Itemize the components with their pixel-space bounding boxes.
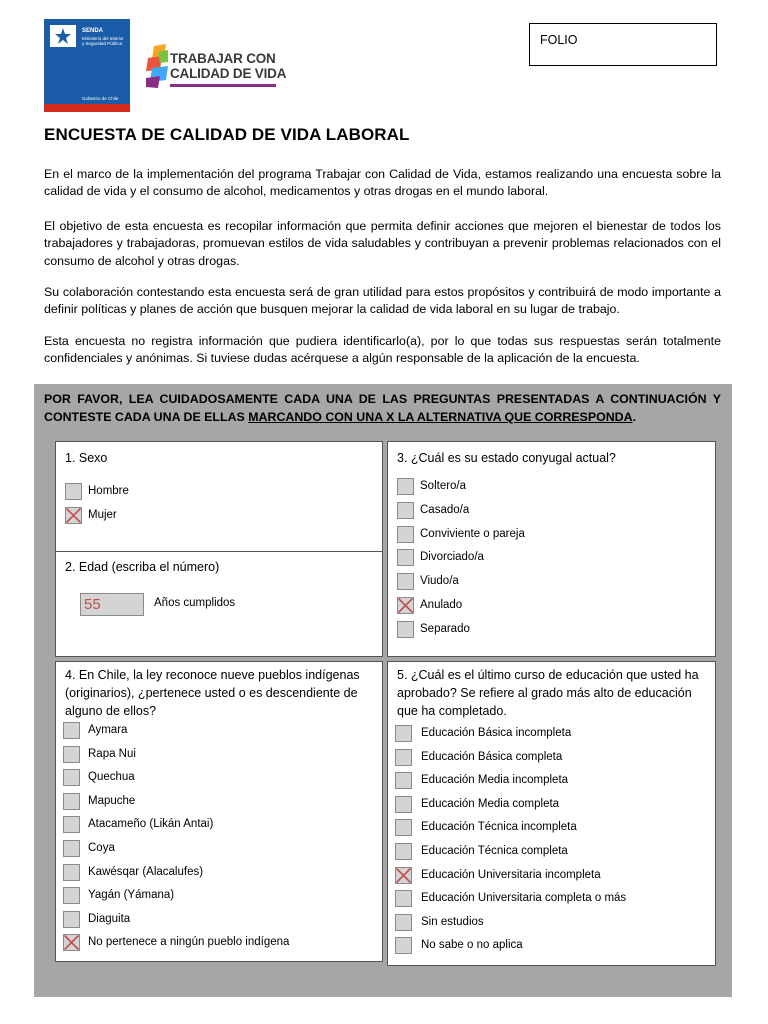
q5-option-label: Sin estudios — [421, 915, 484, 928]
q4-option[interactable] — [63, 840, 363, 857]
q3-option-label: Separado — [420, 622, 470, 635]
program-logo-line1: TRABAJAR CON — [170, 51, 276, 66]
checkbox[interactable] — [65, 483, 82, 500]
checkbox[interactable] — [397, 573, 414, 590]
q5-option-label: No sabe o no aplica — [421, 939, 523, 952]
instructions-underlined: MARCANDO CON UNA X LA ALTERNATIVA QUE CORRESPONDA — [248, 409, 633, 424]
q5-option[interactable] — [395, 725, 695, 742]
q4-option[interactable] — [63, 746, 363, 763]
q5-option-label: Educación Media incompleta — [421, 774, 569, 787]
q5-option[interactable] — [395, 772, 695, 789]
q1-option-label: Hombre — [88, 485, 129, 497]
folio-label: FOLIO — [540, 33, 578, 47]
q5-option[interactable] — [395, 914, 695, 931]
checkbox[interactable] — [63, 864, 80, 881]
gov-logo-red-bar — [44, 104, 130, 112]
question-1-title: 1. Sexo — [65, 451, 108, 465]
x-mark-icon — [395, 867, 412, 884]
question-5-box — [387, 661, 716, 966]
checkbox[interactable] — [397, 478, 414, 495]
checkbox[interactable] — [397, 526, 414, 543]
q3-option[interactable] — [397, 478, 697, 495]
q3-option[interactable] — [397, 573, 697, 590]
q5-option[interactable] — [395, 843, 695, 860]
q5-option-label: Educación Universitaria incompleta — [421, 868, 601, 881]
checkbox[interactable] — [397, 549, 414, 566]
q4-option[interactable] — [63, 722, 363, 739]
age-suffix-label: Años cumplidos — [154, 597, 236, 609]
q3-option[interactable] — [397, 502, 697, 519]
q3-option-label: Conviviente o pareja — [420, 527, 525, 540]
q5-option[interactable] — [395, 937, 695, 954]
q5-option[interactable] — [395, 796, 695, 813]
age-input[interactable]: 55 — [80, 593, 144, 616]
checkbox[interactable] — [395, 772, 412, 789]
q5-option-label: Educación Básica incompleta — [421, 727, 572, 739]
gov-logo-ministry: Ministerio del Interior y Seguridad Pública — [82, 36, 124, 46]
q3-option[interactable] — [397, 526, 697, 543]
program-logo — [146, 44, 286, 90]
question-2-box — [55, 551, 383, 657]
q4-option-label: Diaguita — [88, 912, 131, 925]
q4-option-label: No pertenece a ningún pueblo indígena — [88, 936, 290, 949]
intro-paragraph-4: Esta encuesta no registra información que pudiera identificarlo(a), por lo que todas sus respuestas serán totalmente confidenciales y anónimas. Si tuviese dudas acérquese a algún responsable de la aplicación de la encuesta. — [44, 334, 721, 366]
q4-option-label: Mapuche — [88, 794, 136, 807]
q3-option-label: Anulado — [420, 599, 463, 611]
checkbox-checked[interactable] — [65, 507, 82, 524]
instructions — [44, 391, 721, 426]
intro-paragraph-1: En el marco de la implementación del programa Trabajar con Calidad de Vida, estamos realizando una encuesta sobre la calidad de vida y el consumo de alcohol, medicamentos y otras drogas en el mundo laboral. — [44, 167, 721, 199]
q4-option-label: Rapa Nui — [88, 747, 136, 760]
checkbox[interactable] — [63, 793, 80, 810]
checkbox[interactable] — [397, 502, 414, 519]
instructions-end: . — [632, 409, 637, 424]
intro-paragraph-2: El objetivo de esta encuesta es recopilar información que permita definir acciones que mejoren el bienestar de todos los trabajadores y trabajadoras, promuevan estilos de vida saludables y contribuyan a prevenir problemas relacionados con el consumo de alcohol y otras drogas. — [44, 219, 721, 268]
q4-option[interactable] — [63, 934, 363, 951]
program-logo-mark-icon — [146, 44, 170, 88]
checkbox[interactable] — [395, 749, 412, 766]
checkbox[interactable] — [63, 887, 80, 904]
q5-option-label: Educación Básica completa — [421, 750, 563, 763]
q4-option[interactable] — [63, 864, 363, 881]
instructions-text: POR FAVOR, LEA CUIDADOSAMENTE CADA UNA DE LAS PREGUNTAS PRESENTADAS A CONTINUACIÓN Y CONTESTE CADA UNA DE ELLAS — [44, 392, 721, 424]
q4-option[interactable] — [63, 887, 363, 904]
q3-option[interactable] — [397, 621, 697, 638]
checkbox[interactable] — [397, 621, 414, 638]
checkbox[interactable] — [395, 890, 412, 907]
q4-option[interactable] — [63, 911, 363, 928]
q1-option-label: Mujer — [88, 509, 117, 521]
q3-option-label: Viudo/a — [420, 575, 459, 588]
q4-option[interactable] — [63, 816, 363, 833]
checkbox[interactable] — [63, 769, 80, 786]
gov-logo-name: SENDA — [82, 28, 104, 34]
x-mark-icon — [63, 934, 80, 951]
q4-option-label: Coya — [88, 842, 115, 854]
checkbox[interactable] — [63, 911, 80, 928]
checkbox[interactable] — [63, 840, 80, 857]
star-flag-icon — [50, 25, 76, 47]
q5-option-label: Educación Técnica incompleta — [421, 821, 577, 834]
q3-option[interactable] — [397, 549, 697, 566]
q3-option-label: Divorciado/a — [420, 551, 484, 564]
x-mark-icon — [397, 597, 414, 614]
checkbox[interactable] — [395, 937, 412, 954]
q1-option[interactable] — [65, 483, 365, 500]
question-4-box — [55, 661, 383, 962]
q4-option-label: Atacameño (Likán Antai) — [88, 818, 214, 831]
checkbox[interactable] — [395, 914, 412, 931]
q3-option-label: Soltero/a — [420, 480, 467, 492]
question-3-title: 3. ¿Cuál es su estado conyugal actual? — [397, 451, 616, 465]
q1-option[interactable] — [65, 507, 365, 524]
q4-option-label: Quechua — [88, 771, 135, 784]
q5-option-label: Educación Media completa — [421, 797, 560, 810]
checkbox-checked[interactable] — [397, 597, 414, 614]
program-logo-line2: CALIDAD DE VIDA — [170, 66, 287, 81]
q4-option-label: Kawésqar (Alacalufes) — [88, 865, 204, 878]
q4-option-label: Yagán (Yámana) — [88, 889, 175, 902]
intro-paragraph-3: Su colaboración contestando esta encuesta será de gran utilidad para estos propósitos y contribuirá de modo importante a definir políticas y planes de acción que busquen mejorar la calidad de vida laboral en su lugar de trabajo. — [44, 285, 721, 317]
checkbox[interactable] — [63, 816, 80, 833]
q5-option-label: Educación Técnica completa — [421, 845, 568, 857]
q4-option-label: Aymara — [88, 724, 128, 736]
program-logo-underline — [170, 84, 276, 87]
q3-option[interactable] — [397, 597, 697, 614]
checkbox[interactable] — [395, 819, 412, 836]
checkbox[interactable] — [395, 796, 412, 813]
q3-option-label: Casado/a — [420, 503, 470, 516]
q5-option[interactable] — [395, 867, 695, 884]
q4-option[interactable] — [63, 793, 363, 810]
gov-logo-footer: Gobierno de Chile — [82, 96, 119, 101]
page-title: ENCUESTA DE CALIDAD DE VIDA LABORAL — [44, 125, 410, 144]
question-2-title: 2. Edad (escriba el número) — [65, 560, 220, 574]
q4-option[interactable] — [63, 769, 363, 786]
checkbox[interactable] — [63, 722, 80, 739]
question-4-title: 4. En Chile, la ley reconoce nueve pueblos indígenas (originarios), ¿pertenece usted o es descendiente de alguno de ellos? — [65, 668, 360, 718]
question-5-title: 5. ¿Cuál es el último curso de educación que usted ha aprobado? Se refiere al grado más alto de educación que ha completado. — [397, 668, 699, 718]
checkbox[interactable] — [395, 843, 412, 860]
q5-option[interactable] — [395, 890, 695, 907]
folio-box[interactable] — [529, 23, 717, 66]
checkbox[interactable] — [63, 746, 80, 763]
q5-option[interactable] — [395, 819, 695, 836]
question-1-box — [55, 441, 383, 553]
q5-option[interactable] — [395, 749, 695, 766]
government-logo — [44, 19, 130, 112]
checkbox-checked[interactable] — [63, 934, 80, 951]
q5-option-label: Educación Universitaria completa o más — [421, 892, 627, 905]
checkbox[interactable] — [395, 725, 412, 742]
x-mark-icon — [65, 507, 82, 524]
question-3-box — [387, 441, 716, 657]
checkbox-checked[interactable] — [395, 867, 412, 884]
